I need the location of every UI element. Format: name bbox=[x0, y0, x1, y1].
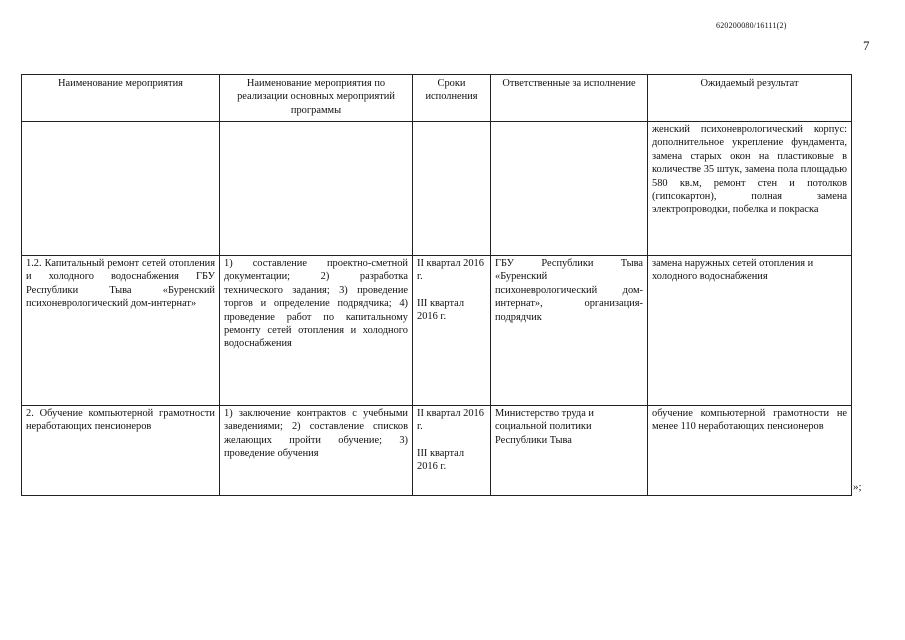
table-row bbox=[22, 256, 852, 406]
cell-expected-result: женский психоневрологический корпус: дополнительное укрепление фундамента, замена старых окон на пластиковые в количестве 35 штук, замена пола площадью 580 кв.м, ремонт стен и потолков (гипсокартон), полная замена электропроводки, побелка и покраска bbox=[648, 122, 852, 256]
cell-responsible bbox=[491, 122, 648, 256]
page-number: 7 bbox=[863, 38, 870, 53]
cell-expected-result: обучение компьютерной грамотности не менее 110 неработающих пенсионеров bbox=[648, 406, 852, 496]
cell-implementation: 1) заключение контрактов с учебными заведениями; 2) составление списков желающих пройти обучение; 3) проведение обучения bbox=[220, 406, 413, 496]
deadline-first: II квартал 2016 г. bbox=[417, 408, 484, 433]
header-responsible: Ответственные за исполнение bbox=[491, 75, 648, 122]
cell-deadline bbox=[413, 406, 491, 496]
cell-implementation: 1) составление проектно-сметной документации; 2) разработка технического задания; 3) проведение торгов и определение подрядчика; 4) проведение работ по капитальному ремонту сетей отопления и холодного водоснабжения bbox=[220, 256, 413, 406]
table-row bbox=[22, 406, 852, 496]
deadline-second: III квартал 2016 г. bbox=[417, 447, 465, 473]
cell-deadline bbox=[413, 256, 491, 406]
cell-deadline bbox=[413, 122, 491, 256]
closing-quote-mark: »; bbox=[853, 481, 862, 493]
document-id: 620200080/16111(2) bbox=[716, 21, 787, 30]
cell-responsible: ГБУ Республики Тыва «Буренский психоневрологический дом-интернат», организация-подрядчик bbox=[491, 256, 648, 406]
cell-expected-result: замена наружных сетей отопления и холодного водоснабжения bbox=[648, 256, 852, 406]
cell-activity bbox=[22, 122, 220, 256]
cell-implementation bbox=[220, 122, 413, 256]
header-deadlines: Сроки исполнения bbox=[413, 75, 491, 122]
activities-table bbox=[21, 74, 852, 496]
table-row bbox=[22, 122, 852, 256]
cell-responsible: Министерство труда и социальной политики Республики Тыва bbox=[491, 406, 648, 496]
deadline-second: III квартал 2016 г. bbox=[417, 297, 465, 323]
deadline-first: II квартал 2016 г. bbox=[417, 258, 484, 283]
header-implementation-activity: Наименование мероприятия по реализации основных мероприятий программы bbox=[220, 75, 413, 122]
cell-activity: 2. Обучение компьютерной грамотности неработающих пенсионеров bbox=[22, 406, 220, 496]
header-expected-result: Ожидаемый результат bbox=[648, 75, 852, 122]
cell-activity: 1.2. Капитальный ремонт сетей отопления и холодного водоснабжения ГБУ Республики Тыва «Буренский психоневрологический дом-интернат» bbox=[22, 256, 220, 406]
header-activity-name: Наименование мероприятия bbox=[22, 75, 220, 122]
table-header-row bbox=[22, 75, 852, 122]
